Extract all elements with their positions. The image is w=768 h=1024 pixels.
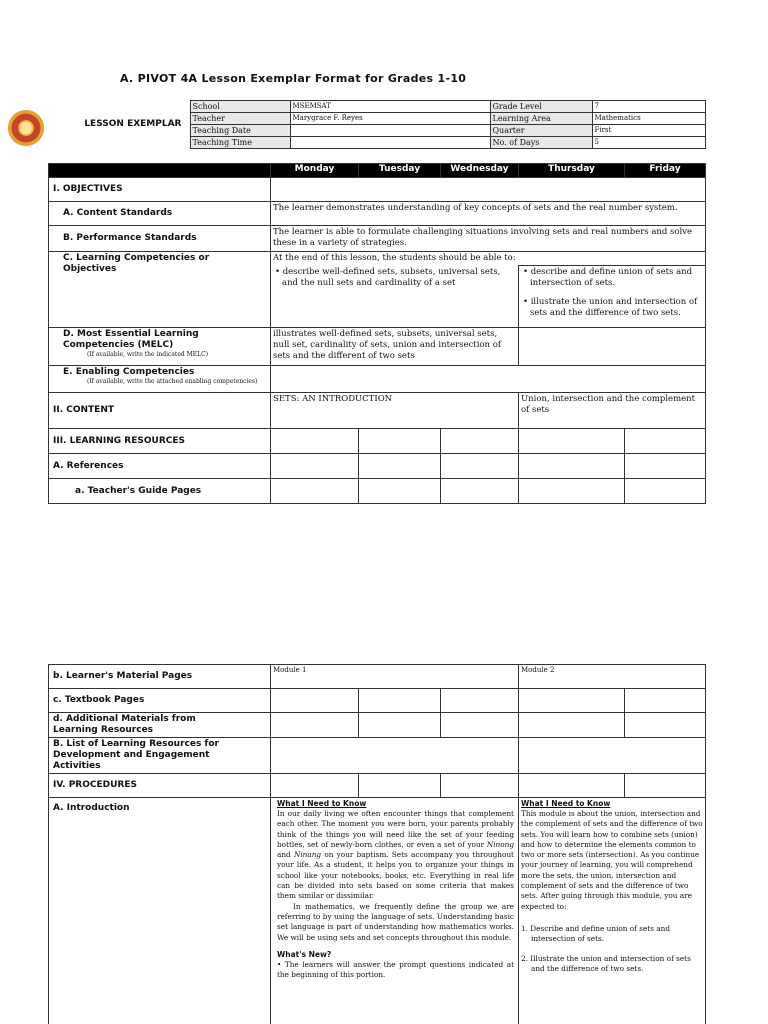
- enabling-label: E. Enabling Competencies: [63, 367, 195, 377]
- right-section-title: What I Need to Know: [521, 799, 611, 808]
- left-paragraph-1: In our daily living we often encounter things that complement each other. The moment you were born, your parents probably think of the things you will need like the set of your feeding bottles, set of newly-born clothes, or even a set of your Ninong and Ninang on your baptism. Sets accompany you throughout your life. As a student, it helps you to organize your things in school like your notebooks, books, etc. Everything in real life can be divided into sets based on some criteria that makes them similar or dissimilar.: [277, 809, 514, 901]
- teaching-date-label: Teaching Date: [190, 125, 290, 137]
- am-tue[interactable]: [359, 713, 441, 738]
- content-left[interactable]: SETS: AN INTRODUCTION: [271, 393, 519, 429]
- grade-level-value[interactable]: 7: [592, 101, 705, 113]
- competency-left-cell[interactable]: [271, 266, 519, 328]
- days-value[interactable]: 5: [592, 137, 705, 149]
- introduction-right-cell[interactable]: [519, 798, 706, 1024]
- left-section-title: What I Need to Know: [277, 799, 367, 808]
- whats-new-text: • The learners will answer the prompt questions indicated at the beginning of this portion.: [277, 959, 514, 980]
- lr-tue[interactable]: [359, 429, 441, 454]
- right-list-item-2: 2. Illustrate the union and intersection of sets and the difference of two sets.: [521, 953, 691, 973]
- tb-tue[interactable]: [359, 689, 441, 713]
- teaching-time-value[interactable]: [290, 137, 490, 149]
- lr-fri[interactable]: [625, 429, 706, 454]
- day-header-wednesday: Wednesday: [441, 164, 519, 178]
- content-standards-text[interactable]: The learner demonstrates understanding of key concepts of sets and the real number system.: [271, 202, 706, 226]
- enabling-cell[interactable]: [271, 366, 706, 393]
- list-resources-left[interactable]: [271, 738, 519, 774]
- day-header-thursday: Thursday: [519, 164, 625, 178]
- competency-right-1: • describe and define union of sets and intersection of sets.: [523, 267, 693, 288]
- am-thu[interactable]: [519, 713, 625, 738]
- tg-fri[interactable]: [625, 479, 706, 504]
- tg-tue[interactable]: [359, 479, 441, 504]
- learners-material-left[interactable]: Module 1: [271, 665, 519, 689]
- objectives-cell[interactable]: [271, 178, 706, 202]
- left-paragraph-2: In mathematics, we frequently define the group we are referring to by using the language of sets. Understanding basic set language is part of understanding how mathematics works. We will be using sets and set concepts throughout this module.: [277, 901, 514, 942]
- competency-right-cell[interactable]: [519, 266, 706, 328]
- tb-fri[interactable]: [625, 689, 706, 713]
- teachers-guide-label: a. Teacher's Guide Pages: [49, 479, 271, 504]
- melc-label: D. Most Essential Learning Competencies (MELC): [63, 329, 199, 350]
- tg-thu[interactable]: [519, 479, 625, 504]
- tg-mon[interactable]: [271, 479, 359, 504]
- lr-thu[interactable]: [519, 429, 625, 454]
- grade-level-label: Grade Level: [490, 101, 592, 113]
- list-resources-right[interactable]: [519, 738, 706, 774]
- melc-right-cell[interactable]: [519, 328, 706, 366]
- content-right[interactable]: Union, intersection and the complement of sets: [519, 393, 706, 429]
- ref-thu[interactable]: [519, 454, 625, 479]
- objectives-table: [48, 163, 706, 504]
- pr-tue[interactable]: [359, 774, 441, 798]
- school-seal-logo: [8, 110, 44, 146]
- pr-mon[interactable]: [271, 774, 359, 798]
- teacher-value[interactable]: Marygrace F. Reyes: [290, 113, 490, 125]
- teacher-label: Teacher: [190, 113, 290, 125]
- school-value[interactable]: MSEMSAT: [290, 101, 490, 113]
- day-header-friday: Friday: [625, 164, 706, 178]
- pr-wed[interactable]: [441, 774, 519, 798]
- learning-area-label: Learning Area: [490, 113, 592, 125]
- resources-procedures-table: [48, 664, 706, 1024]
- ref-wed[interactable]: [441, 454, 519, 479]
- right-list-item-1: 1. Describe and define union of sets and intersection of sets.: [521, 923, 670, 943]
- teaching-time-label: Teaching Time: [190, 137, 290, 149]
- melc-text[interactable]: illustrates well-defined sets, subsets, universal sets, null set, cardinality of sets, union and intersection of sets and the different of two sets: [271, 328, 519, 366]
- additional-materials-label: d. Additional Materials from Learning Resources: [49, 713, 271, 738]
- am-wed[interactable]: [441, 713, 519, 738]
- am-fri[interactable]: [625, 713, 706, 738]
- lr-mon[interactable]: [271, 429, 359, 454]
- performance-standards-text[interactable]: The learner is able to formulate challenging situations involving sets and real numbers and solve these in a variety of strategies.: [271, 226, 706, 252]
- enabling-label-cell: [49, 366, 271, 393]
- right-objectives-list: [521, 924, 703, 974]
- melc-note: (If available, write the indicated MELC): [87, 351, 209, 358]
- competencies-label: C. Learning Competencies or Objectives: [49, 252, 271, 328]
- textbook-label: c. Textbook Pages: [49, 689, 271, 713]
- day-header-blank: [49, 164, 271, 178]
- lr-wed[interactable]: [441, 429, 519, 454]
- lesson-header-table: [48, 100, 706, 149]
- references-label: A. References: [49, 454, 271, 479]
- learning-area-value[interactable]: Mathematics: [592, 113, 705, 125]
- days-label: No. of Days: [490, 137, 592, 149]
- performance-standards-label: B. Performance Standards: [49, 226, 271, 252]
- list-resources-label: B. List of Learning Resources for Development and Engagement Activities: [49, 738, 271, 774]
- content-label: II. CONTENT: [49, 393, 271, 429]
- right-paragraph-1: This module is about the union, intersection and the complement of sets and the difference of two sets. You will learn how to combine sets (union) and how to determine the elements common to two or more sets (intersection). As you continue your journey of learning, you will comprehend more the sets, the union, intersection and complement of sets and the difference of two sets. After going through this module, you are expected to:: [521, 809, 703, 911]
- tb-wed[interactable]: [441, 689, 519, 713]
- school-label: School: [190, 101, 290, 113]
- page-title: A. PIVOT 4A Lesson Exemplar Format for Grades 1-10: [120, 72, 467, 85]
- tb-thu[interactable]: [519, 689, 625, 713]
- tb-mon[interactable]: [271, 689, 359, 713]
- content-standards-label: A. Content Standards: [49, 202, 271, 226]
- introduction-label: A. Introduction: [49, 798, 271, 1024]
- learning-resources-label: III. LEARNING RESOURCES: [49, 429, 271, 454]
- melc-label-cell: [49, 328, 271, 366]
- whats-new-title: What's New?: [277, 949, 332, 959]
- competency-left-text: • describe well-defined sets, subsets, universal sets, and the null sets and cardinality of a set: [275, 266, 501, 288]
- day-header-monday: Monday: [271, 164, 359, 178]
- ref-tue[interactable]: [359, 454, 441, 479]
- ref-fri[interactable]: [625, 454, 706, 479]
- teaching-date-value[interactable]: [290, 125, 490, 137]
- objectives-label: I. OBJECTIVES: [49, 178, 271, 202]
- competency-right-2: • illustrate the union and intersection of sets and the difference of two sets.: [523, 297, 698, 318]
- procedures-label: IV. PROCEDURES: [49, 774, 271, 798]
- tg-wed[interactable]: [441, 479, 519, 504]
- lesson-exemplar-label: LESSON EXEMPLAR: [84, 119, 182, 129]
- learners-material-right[interactable]: Module 2: [519, 665, 706, 689]
- quarter-label: Quarter: [490, 125, 592, 137]
- ref-mon[interactable]: [271, 454, 359, 479]
- pr-fri[interactable]: [625, 774, 706, 798]
- day-header-tuesday: Tuesday: [359, 164, 441, 178]
- quarter-value[interactable]: First: [592, 125, 705, 137]
- am-mon[interactable]: [271, 713, 359, 738]
- introduction-left-cell[interactable]: [271, 798, 519, 1024]
- pr-thu[interactable]: [519, 774, 625, 798]
- enabling-note: (If available, write the attached enabling competencies): [87, 378, 258, 385]
- learners-material-label: b. Learner's Material Pages: [49, 665, 271, 689]
- competencies-intro[interactable]: At the end of this lesson, the students should be able to:: [271, 252, 706, 266]
